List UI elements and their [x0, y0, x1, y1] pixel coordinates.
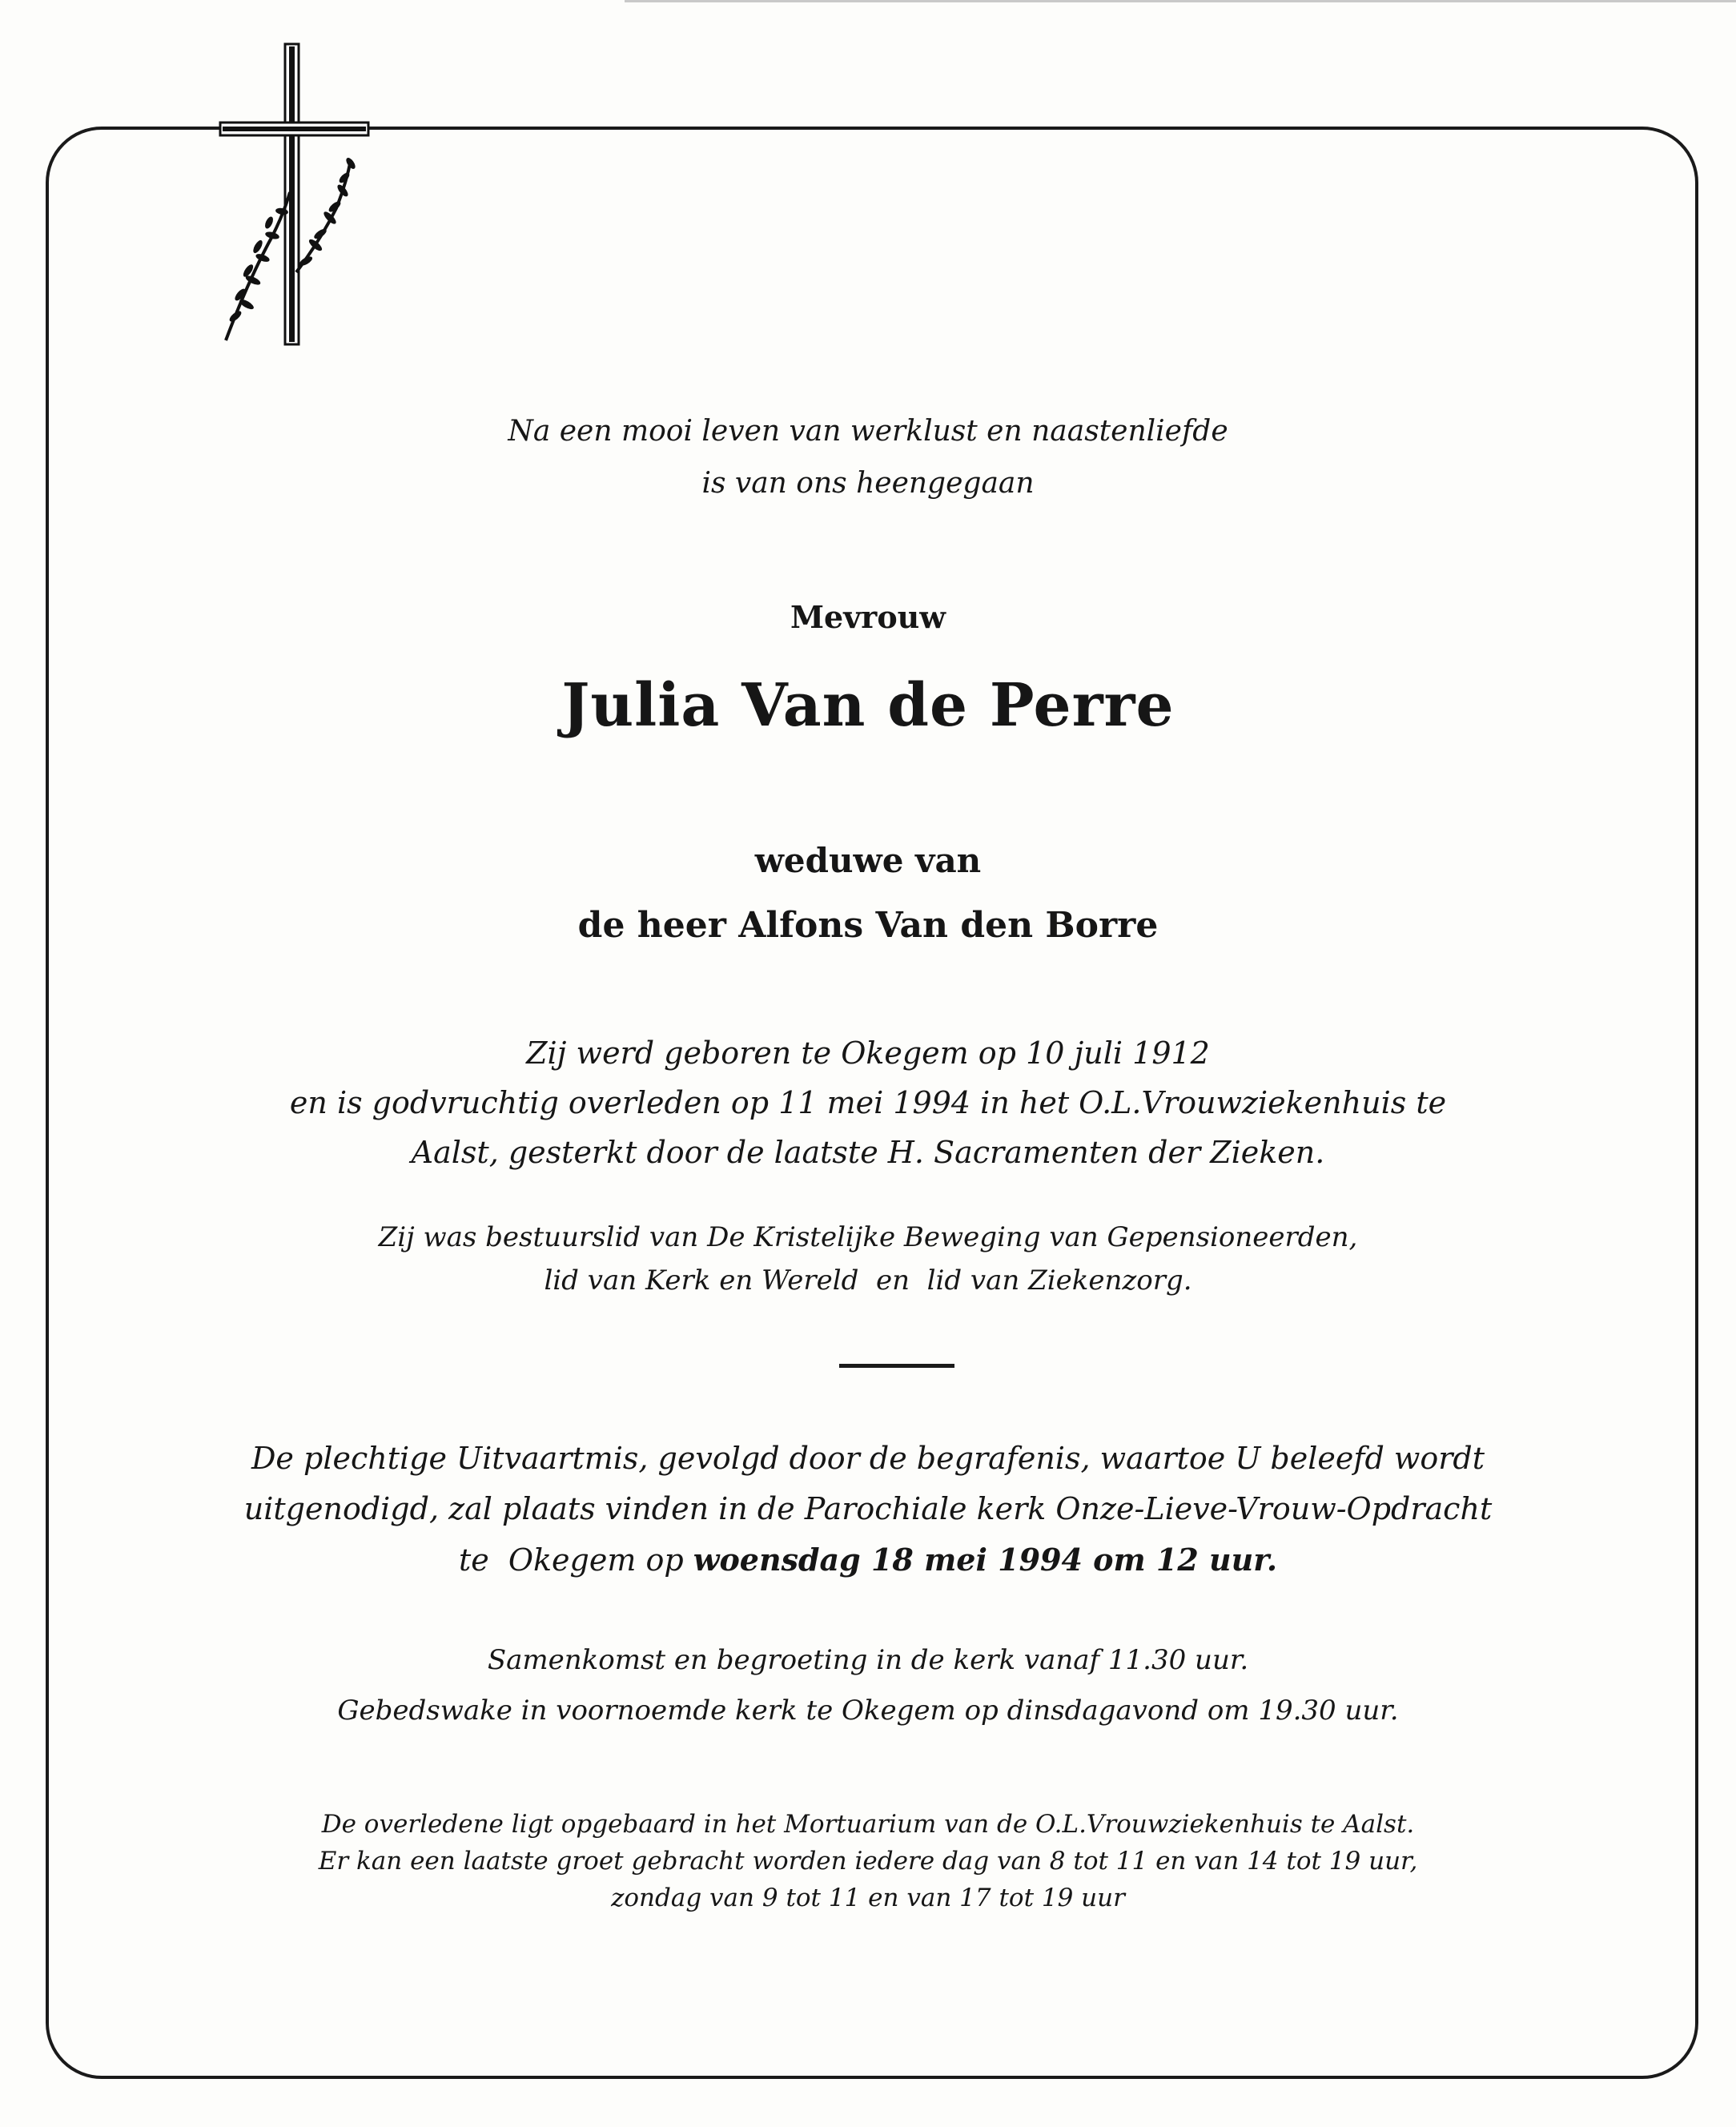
birth-death-line-2: en is godvruchtig overleden op 11 mei 1994 in het O.L.Vrouwziekenhuis te: [289, 1085, 1447, 1120]
funeral-date-time: woensdag 18 mei 1994 om 12 uur.: [693, 1542, 1278, 1578]
meeting-line-1: Samenkomst en begroeting in de kerk vanaf 11.30 uur.: [487, 1644, 1249, 1676]
birth-death-line-3: Aalst, gesterkt door de laatste H. Sacramenten der Zieken.: [411, 1135, 1325, 1170]
funeral-paragraph: [0, 1433, 1736, 1586]
cross-with-branches-icon: [216, 40, 376, 352]
membership-paragraph: [0, 1216, 1736, 1302]
viewing-line-3: zondag van 9 tot 11 en van 17 tot 19 uur: [611, 1884, 1125, 1912]
membership-line-1: Zij was bestuurslid van De Kristelijke Beweging van Gepensioneerden,: [378, 1221, 1358, 1253]
birth-death-paragraph: [0, 1028, 1736, 1177]
intro-line-1: Na een mooi leven van werklust en naastenliefde: [508, 415, 1228, 448]
funeral-line-1: De plechtige Uitvaartmis, gevolgd door de begrafenis, waartoe U beleefd wordt: [251, 1441, 1485, 1476]
membership-line-2: lid van Kerk en Wereld en lid van Ziekenzorg.: [544, 1265, 1192, 1297]
deceased-name: Julia Van de Perre: [561, 671, 1175, 740]
birth-death-line-1: Zij werd geboren te Okegem op 10 juli 1912: [526, 1035, 1210, 1071]
section-divider: [839, 1364, 954, 1368]
funeral-line-3-prefix: te Okegem op: [458, 1542, 693, 1578]
viewing-line-1: De overledene ligt opgebaard in het Mortuarium van de O.L.Vrouwziekenhuis te Aalst.: [321, 1810, 1415, 1839]
honorific-title: Mevrouw: [790, 599, 946, 635]
meeting-paragraph: [0, 1635, 1736, 1736]
funeral-line-2: uitgenodigd, zal plaats vinden in de Parochiale kerk Onze-Lieve-Vrouw-Opdracht: [243, 1491, 1493, 1526]
spouse-name: de heer Alfons Van den Borre: [577, 905, 1159, 946]
intro-line-2: is van ons heengegaan: [701, 467, 1035, 500]
viewing-line-2: Er kan een laatste groet gebracht worden iedere dag van 8 tot 11 en van 14 tot 19 uur,: [318, 1847, 1418, 1876]
meeting-line-2: Gebedswake in voornoemde kerk te Okegem op dinsdagavond om 19.30 uur.: [337, 1695, 1399, 1727]
scan-edge-line: [625, 0, 1736, 2]
funeral-line-3: [0, 1534, 1736, 1586]
viewing-paragraph: [0, 1806, 1736, 1916]
widow-label: weduwe van: [754, 841, 982, 880]
